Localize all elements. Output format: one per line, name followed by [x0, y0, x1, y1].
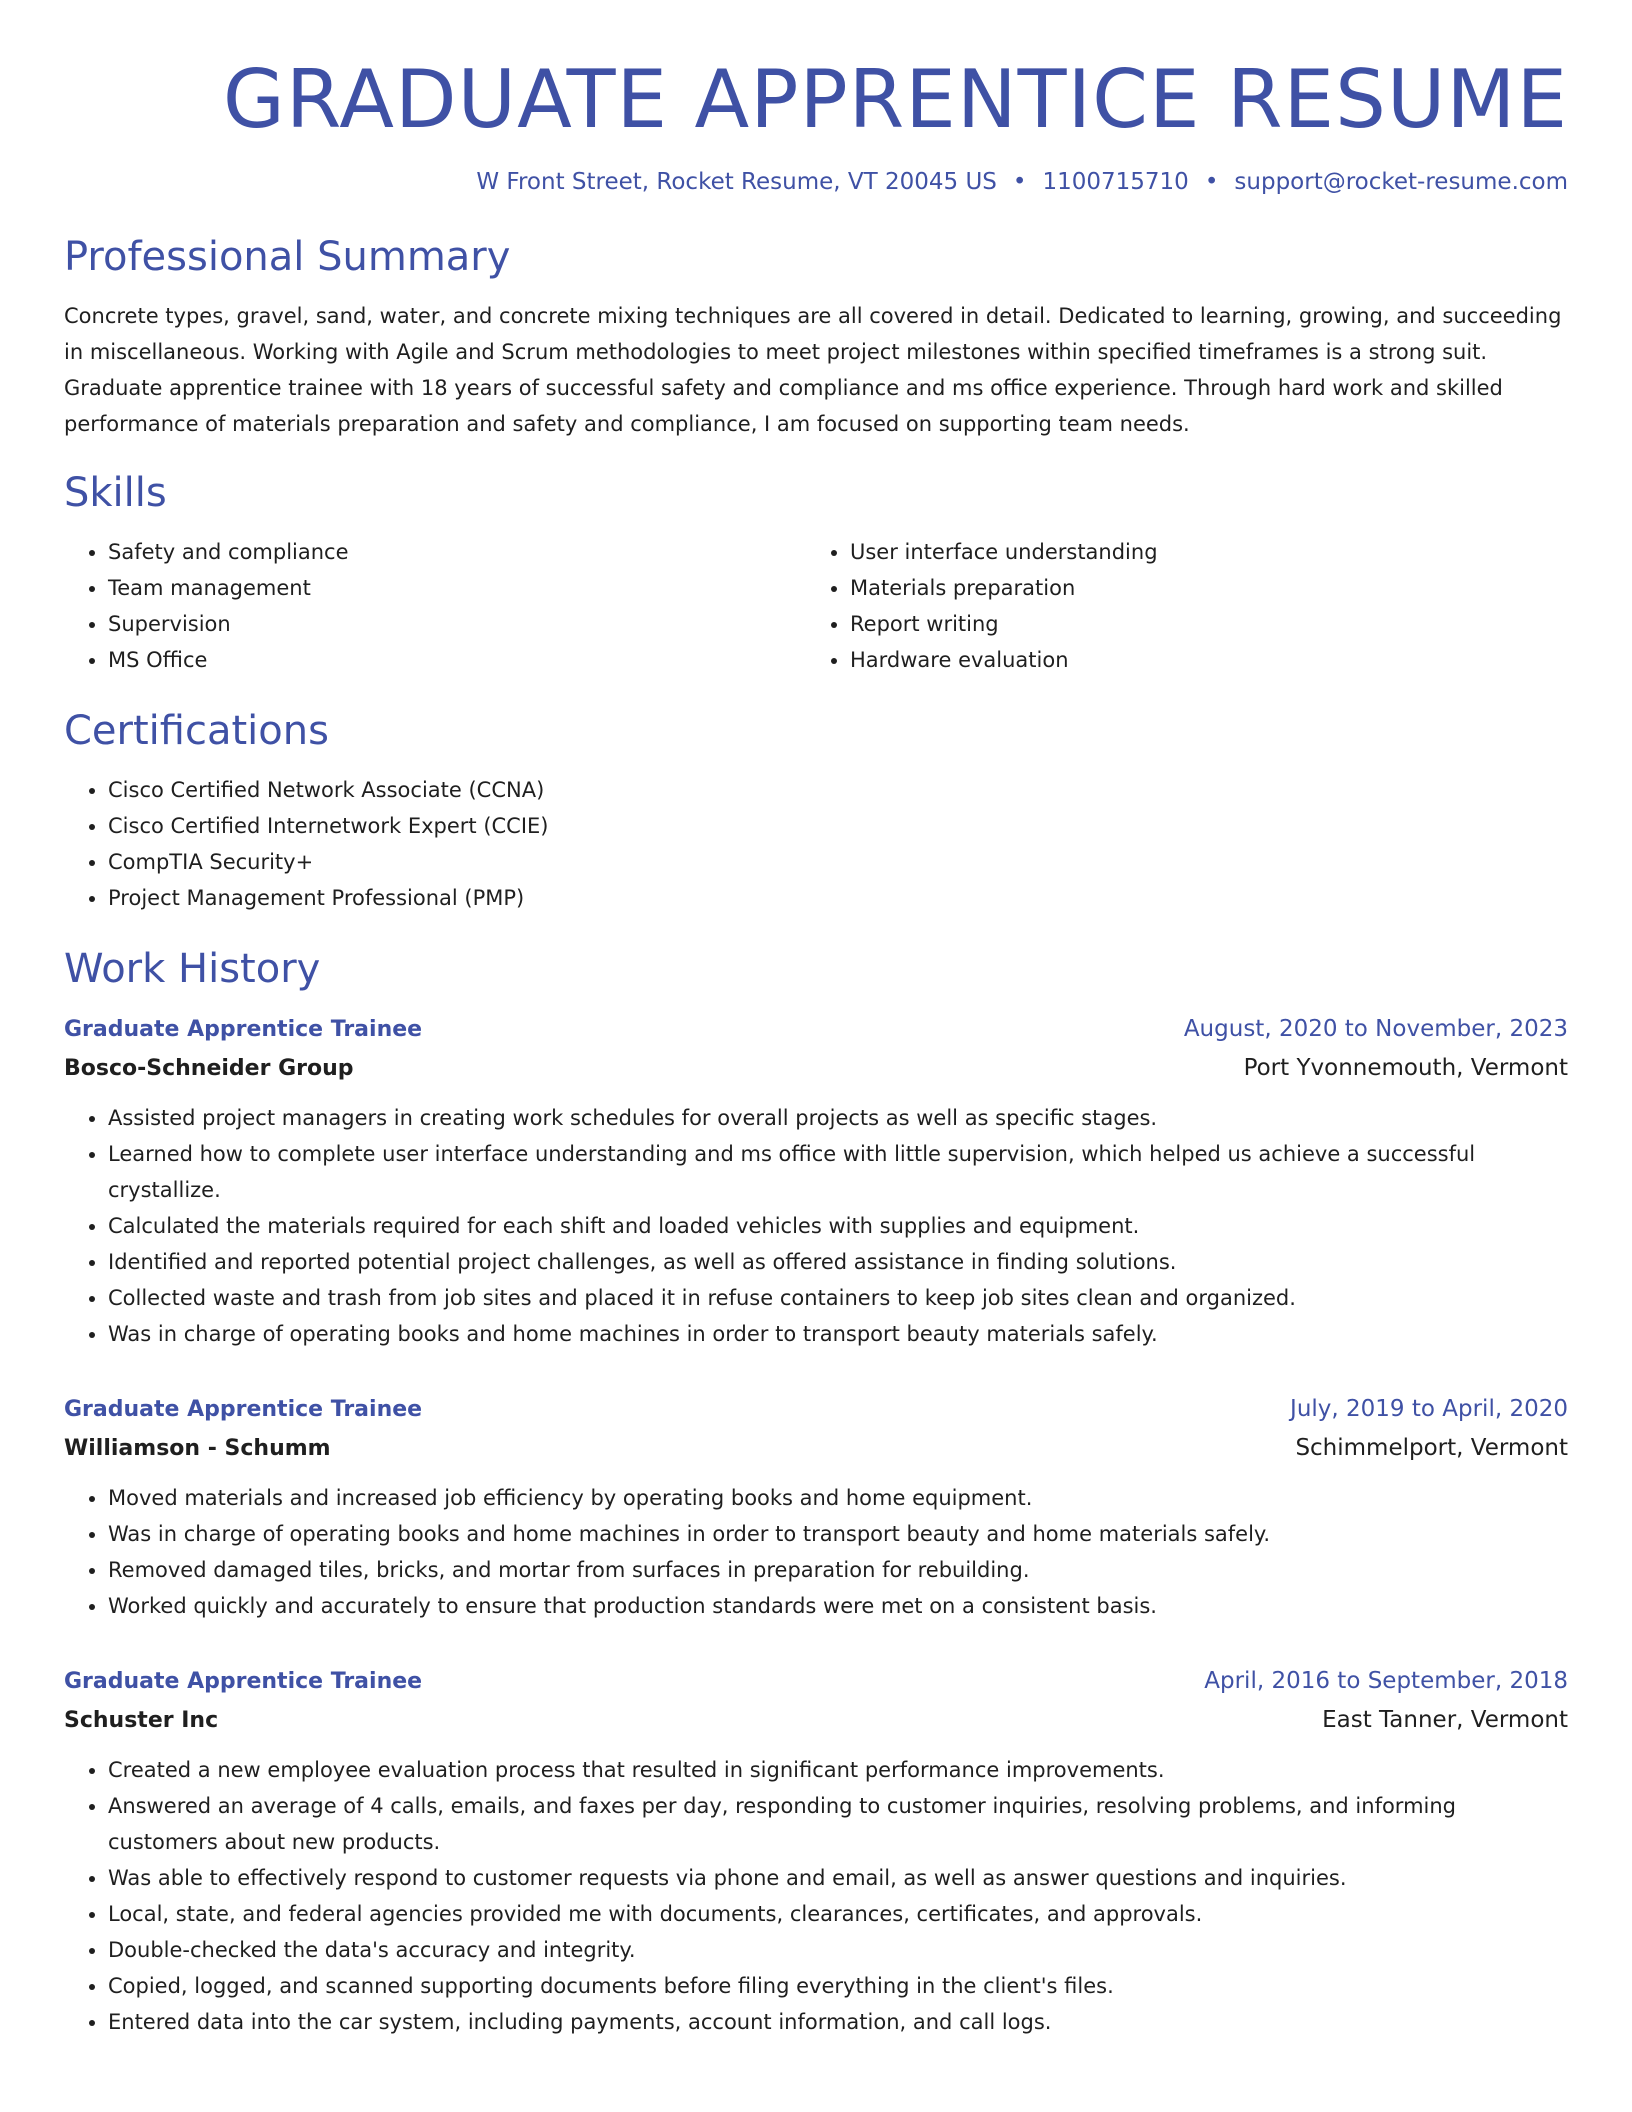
- job-bullet: • Created a new employee evaluation process that resulted in significant performance improvements.: [108, 1752, 1568, 1788]
- skills-heading: Skills: [64, 470, 167, 516]
- skill-item: • Safety and compliance: [108, 534, 806, 570]
- job-dates: July, 2019 to April, 2020: [1290, 1396, 1568, 1422]
- job-company: Bosco-Schneider Group: [64, 1056, 354, 1081]
- work-history-heading: Work History: [64, 946, 321, 992]
- skill-item: • User interface understanding: [850, 534, 1548, 570]
- job-bullets: [64, 1752, 1568, 2040]
- contact-line: [64, 166, 1568, 198]
- job-bullet: • Was in charge of operating books and home machines in order to transport beauty materials safely.: [108, 1316, 1568, 1352]
- job-bullet: • Moved materials and increased job efficiency by operating books and home equipment.: [108, 1480, 1568, 1516]
- skill-item: • Materials preparation: [850, 570, 1548, 606]
- contact-separator: •: [1012, 169, 1027, 195]
- job-bullet: • Assisted project managers in creating work schedules for overall projects as well as specific stages.: [108, 1100, 1568, 1136]
- job-entry: [64, 1662, 1568, 2040]
- job-location: East Tanner, Vermont: [1322, 1707, 1568, 1733]
- certification-item: • Cisco Certified Network Associate (CCNA): [108, 772, 1568, 808]
- job-bullet: • Copied, logged, and scanned supporting documents before filing everything in the client's files.: [108, 1968, 1568, 2004]
- job-bullet: • Collected waste and trash from job sites and placed it in refuse containers to keep job sites clean and organized.: [108, 1280, 1568, 1316]
- job-bullet: • Local, state, and federal agencies provided me with documents, clearances, certificates, and approvals.: [108, 1896, 1568, 1932]
- job-title: Graduate Apprentice Trainee: [64, 1397, 423, 1422]
- job-dates: April, 2016 to September, 2018: [1204, 1668, 1568, 1694]
- certification-item: • Cisco Certified Internetwork Expert (CCIE): [108, 808, 1568, 844]
- job-entry: [64, 1010, 1568, 1352]
- job-bullets: [64, 1100, 1568, 1352]
- job-bullet: • Was in charge of operating books and home machines in order to transport beauty and home materials safely.: [108, 1516, 1568, 1552]
- contact-phone: 1100715710: [1042, 169, 1189, 195]
- job-bullet: • Learned how to complete user interface understanding and ms office with little supervision, which helped us achieve a successful crystallize.: [108, 1136, 1568, 1208]
- resume-title: GRADUATE APPRENTICE RESUME: [222, 53, 1568, 146]
- certifications-list: [64, 772, 1568, 916]
- skill-item: • Report writing: [850, 606, 1548, 642]
- summary-heading: Professional Summary: [64, 234, 511, 280]
- certification-item: • Project Management Professional (PMP): [108, 880, 1568, 916]
- job-company: Schuster Inc: [64, 1708, 219, 1733]
- job-location: Port Yvonnemouth, Vermont: [1243, 1055, 1568, 1081]
- skill-item: • Supervision: [108, 606, 806, 642]
- contact-email: support@rocket-resume.com: [1234, 169, 1568, 195]
- skills-list-right: [806, 534, 1548, 678]
- job-location: Schimmelport, Vermont: [1295, 1435, 1568, 1461]
- job-bullet: • Identified and reported potential project challenges, as well as offered assistance in finding solutions.: [108, 1244, 1568, 1280]
- certification-item: • CompTIA Security+: [108, 844, 1568, 880]
- job-bullets: [64, 1480, 1568, 1624]
- job-company: Williamson - Schumm: [64, 1436, 331, 1461]
- job-bullet: • Calculated the materials required for each shift and loaded vehicles with supplies and equipment.: [108, 1208, 1568, 1244]
- job-company-row: [64, 1049, 1568, 1088]
- certifications-heading: Certifications: [64, 708, 329, 754]
- job-bullet: • Removed damaged tiles, bricks, and mortar from surfaces in preparation for rebuilding.: [108, 1552, 1568, 1588]
- contact-separator: •: [1204, 169, 1219, 195]
- job-bullet: • Answered an average of 4 calls, emails, and faxes per day, responding to customer inquiries, resolving problems, and informing customers about new products.: [108, 1788, 1568, 1860]
- summary-text: Concrete types, gravel, sand, water, and concrete mixing techniques are all covered in detail. Dedicated to learning, growing, and succeeding in miscellaneous. Working with Agile and Scrum methodologies to meet project milestones within specified timeframes is a strong suit. Graduate apprentice trainee with 18 years of successful safety and compliance and ms office experience. Through hard work and skilled performance of materials preparation and safety and compliance, I am focused on supporting team needs.: [64, 304, 1562, 436]
- job-bullet: • Double-checked the data's accuracy and integrity.: [108, 1932, 1568, 1968]
- job-company-row: [64, 1429, 1568, 1468]
- job-header-row: [64, 1390, 1568, 1429]
- job-entry: [64, 1390, 1568, 1624]
- skill-item: • Team management: [108, 570, 806, 606]
- skills-grid: [64, 534, 1568, 678]
- job-title: Graduate Apprentice Trainee: [64, 1017, 423, 1042]
- skill-item: • Hardware evaluation: [850, 642, 1548, 678]
- job-bullet: • Worked quickly and accurately to ensure that production standards were met on a consistent basis.: [108, 1588, 1568, 1624]
- job-header-row: [64, 1662, 1568, 1701]
- job-dates: August, 2020 to November, 2023: [1183, 1016, 1568, 1042]
- job-company-row: [64, 1701, 1568, 1740]
- skills-list-left: [64, 534, 806, 678]
- skill-item: • MS Office: [108, 642, 806, 678]
- job-bullet: • Entered data into the car system, including payments, account information, and call logs.: [108, 2004, 1568, 2040]
- contact-address: W Front Street, Rocket Resume, VT 20045 US: [476, 169, 997, 195]
- job-title: Graduate Apprentice Trainee: [64, 1669, 423, 1694]
- job-bullet: • Was able to effectively respond to customer requests via phone and email, as well as answer questions and inquiries.: [108, 1860, 1568, 1896]
- job-header-row: [64, 1010, 1568, 1049]
